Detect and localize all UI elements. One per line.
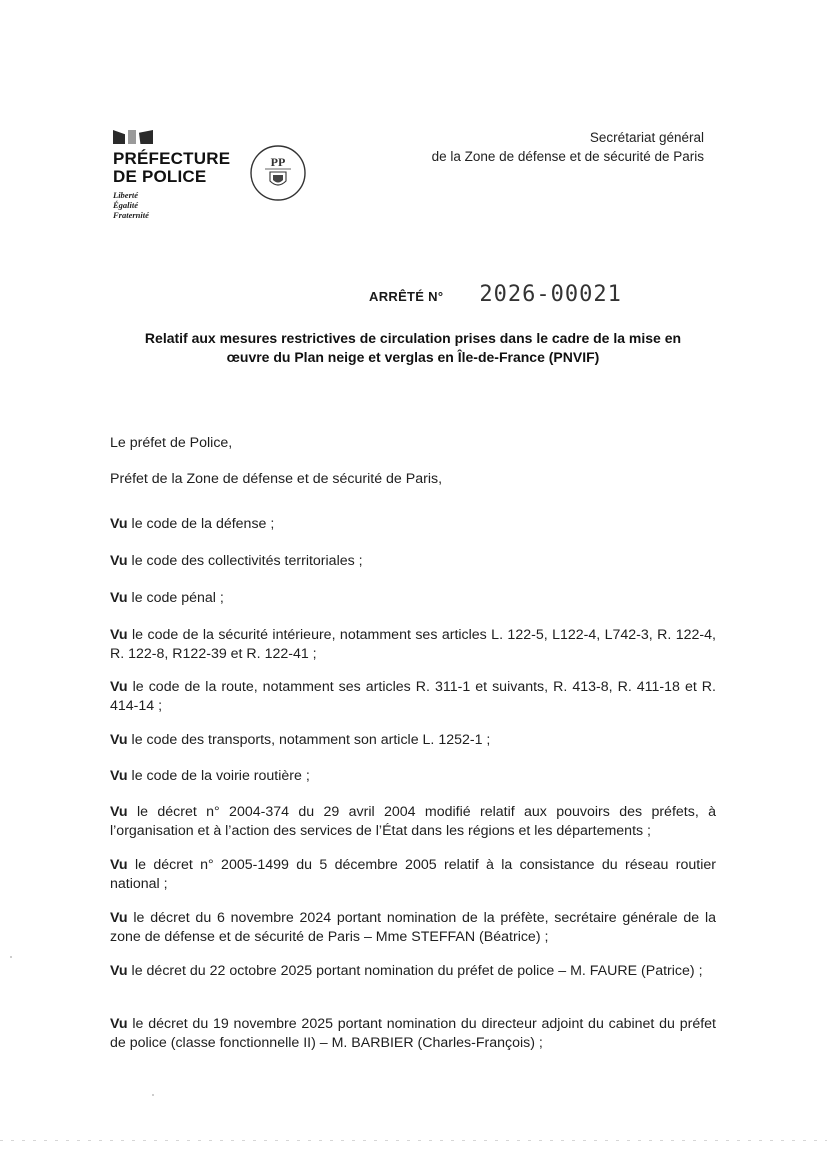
vu-prefix: Vu (110, 627, 128, 643)
scan-speck (152, 1094, 154, 1096)
visa-item (110, 678, 716, 715)
service-line1: Secrétariat général (589, 130, 704, 145)
scan-edge-line (0, 1140, 827, 1141)
vu-prefix: Vu (110, 679, 128, 695)
vu-prefix: Vu (110, 804, 128, 820)
emblem-text: PP (270, 155, 286, 169)
subject-line1: Relatif aux mesures restrictives de circulation prises dans le cadre de la mise en (144, 330, 682, 346)
visa-text: le code pénal ; (127, 590, 224, 606)
visa-text: le code des collectivités territoriales ; (127, 553, 363, 569)
visa-text: le code de la route, notamment ses articles R. 311-1 et suivants, R. 413-8, R. 411-18 et R. 414-14 ; (110, 679, 716, 714)
intro-prefet: Le préfet de Police, (110, 435, 233, 451)
vu-prefix: Vu (110, 732, 128, 748)
visa-item (110, 856, 716, 893)
visa-item (110, 962, 716, 981)
visa-text: le décret n° 2004-374 du 29 avril 2004 modifié relatif aux pouvoirs des préfets, à l’organisation et à l’action des services de l’État dans les régions et les départements ; (110, 804, 716, 839)
visa-item (110, 731, 716, 750)
republic-motto (113, 190, 233, 220)
motto-fraternite: Fraternité (113, 210, 149, 220)
decree-subject (110, 329, 716, 367)
prefecture-logo (113, 128, 233, 220)
visa-text: le décret n° 2005-1499 du 5 décembre 2005 relatif à la consistance du réseau routier national ; (110, 857, 716, 892)
vu-prefix: Vu (110, 590, 128, 606)
marianne-flag-icon (113, 128, 233, 144)
subject-line2: œuvre du Plan neige et verglas en Île-de-France (PNVIF) (226, 349, 600, 365)
decree-number-block (369, 282, 622, 307)
vu-prefix: Vu (110, 963, 128, 979)
visa-text: le code de la sécurité intérieure, notamment ses articles L. 122-5, L122-4, L742-3, R. 122-4, R. 122-8, R122-39 et R. 122-41 ; (110, 627, 716, 662)
scan-speck (10, 956, 12, 958)
visa-item (110, 909, 716, 946)
visa-text: le code des transports, notamment son article L. 1252-1 ; (127, 732, 491, 748)
service-line2: de la Zone de défense et de sécurité de Paris (431, 149, 704, 164)
visa-item (110, 767, 716, 786)
visa-text: le code de la voirie routière ; (127, 768, 310, 784)
vu-prefix: Vu (110, 516, 128, 532)
org-name-line2: DE POLICE (113, 167, 207, 186)
visa-text: le décret du 22 octobre 2025 portant nomination du préfet de police – M. FAURE (Patrice) ; (127, 963, 703, 979)
vu-prefix: Vu (110, 768, 128, 784)
visa-item (110, 1015, 716, 1052)
motto-egalite: Égalité (113, 200, 139, 210)
visa-item (110, 515, 716, 534)
org-name-line1: PRÉFECTURE (113, 149, 231, 168)
decree-number: 2026-00021 (479, 282, 622, 307)
intro-zone: Préfet de la Zone de défense et de sécurité de Paris, (110, 471, 443, 487)
service-header (432, 128, 704, 166)
visa-item (110, 626, 716, 663)
decree-label: ARRÊTÉ N° (369, 289, 444, 304)
visa-text: le décret du 6 novembre 2024 portant nomination de la préfète, secrétaire générale de la zone de défense et de sécurité de Paris – Mme STEFFAN (Béatrice) ; (110, 910, 716, 945)
visa-item (110, 552, 716, 571)
visa-text: le décret du 19 novembre 2025 portant nomination du directeur adjoint du cabinet du préfet de police (classe fonctionnelle II) – M. BARBIER (Charles-François) ; (110, 1016, 716, 1051)
motto-liberte: Liberté (113, 190, 139, 200)
vu-prefix: Vu (110, 1016, 128, 1032)
vu-prefix: Vu (110, 910, 128, 926)
visa-item (110, 589, 716, 608)
visa-item (110, 803, 716, 840)
police-emblem-icon (249, 144, 307, 202)
vu-prefix: Vu (110, 553, 128, 569)
vu-prefix: Vu (110, 857, 128, 873)
visa-text: le code de la défense ; (127, 516, 275, 532)
